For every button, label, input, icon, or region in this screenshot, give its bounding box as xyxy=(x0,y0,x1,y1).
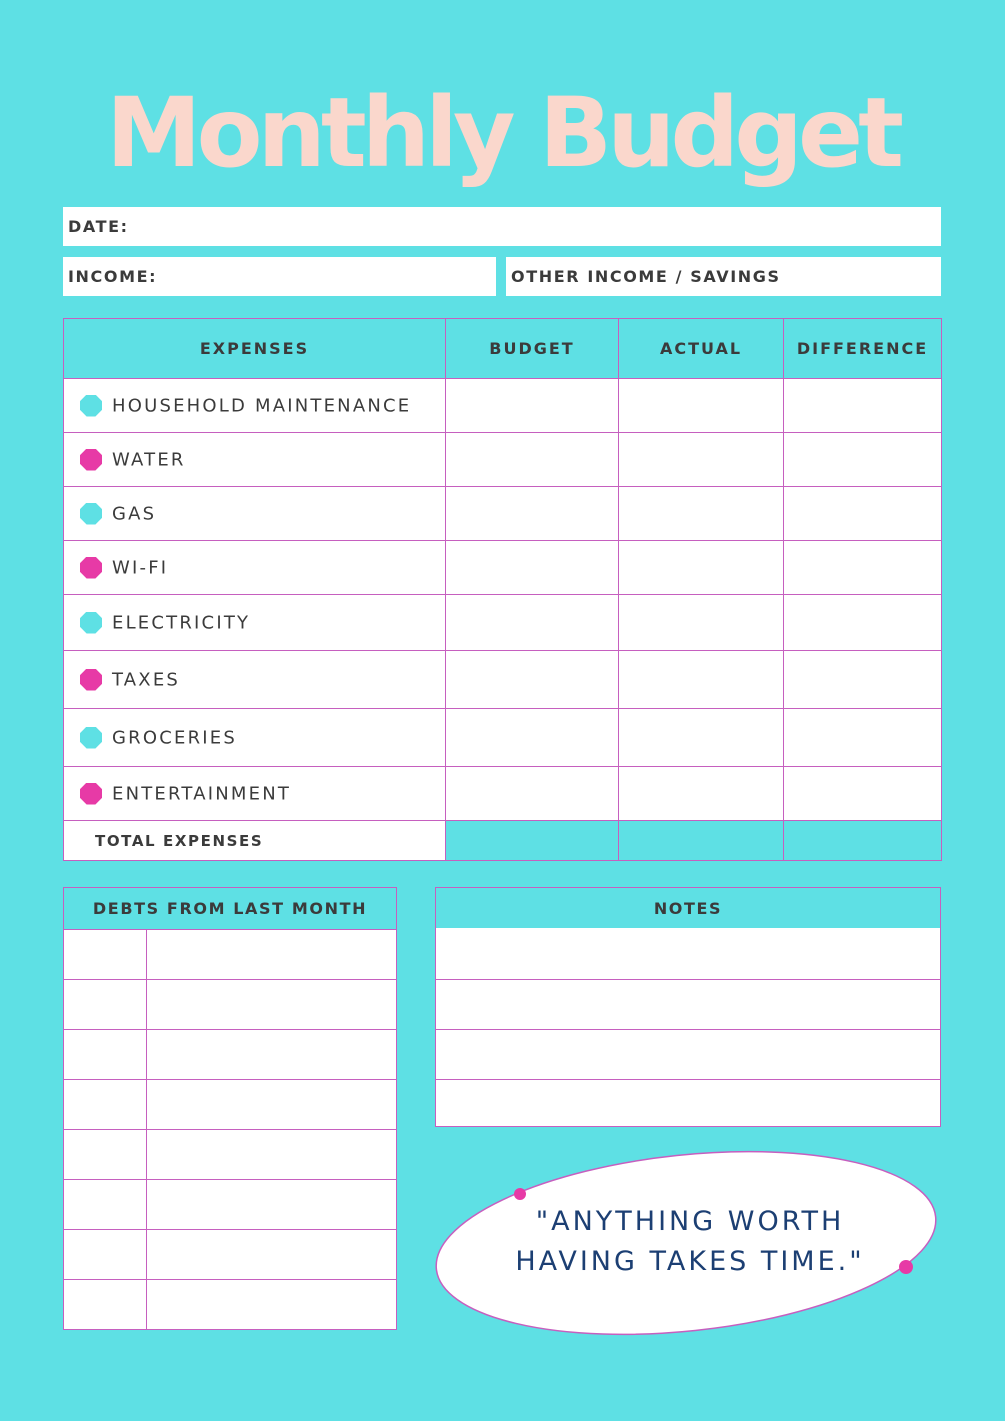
octagon-bullet-icon xyxy=(80,557,102,579)
octagon-bullet-icon xyxy=(80,503,102,525)
budget-cell[interactable] xyxy=(446,767,619,821)
column-divider xyxy=(146,1030,147,1079)
total-expenses-label: TOTAL EXPENSES xyxy=(64,821,446,861)
octagon-bullet-icon xyxy=(80,449,102,471)
expense-label-cell xyxy=(64,767,446,821)
income-field[interactable] xyxy=(63,257,496,296)
expense-label-cell xyxy=(64,595,446,651)
budget-cell[interactable] xyxy=(446,595,619,651)
total-expenses-row xyxy=(64,821,942,861)
debt-row[interactable] xyxy=(64,1080,396,1130)
difference-cell[interactable] xyxy=(784,433,942,487)
actual-cell[interactable] xyxy=(619,651,784,709)
other-income-field[interactable] xyxy=(506,257,941,296)
total-difference-cell[interactable] xyxy=(784,821,942,861)
expense-label: ELECTRICITY xyxy=(112,612,251,633)
other-income-label: OTHER INCOME / SAVINGS xyxy=(511,267,781,286)
debt-row[interactable] xyxy=(64,1280,396,1330)
actual-cell[interactable] xyxy=(619,541,784,595)
expense-label-cell xyxy=(64,651,446,709)
difference-cell[interactable] xyxy=(784,541,942,595)
total-actual-cell[interactable] xyxy=(619,821,784,861)
header-difference: DIFFERENCE xyxy=(784,319,942,379)
octagon-bullet-icon xyxy=(80,727,102,749)
total-budget-cell[interactable] xyxy=(446,821,619,861)
column-divider xyxy=(146,1130,147,1179)
expense-label-cell xyxy=(64,709,446,767)
quote xyxy=(450,1202,930,1282)
expense-row xyxy=(64,651,942,709)
notes-title: NOTES xyxy=(436,888,940,930)
difference-cell[interactable] xyxy=(784,709,942,767)
budget-cell[interactable] xyxy=(446,433,619,487)
expense-label: GAS xyxy=(112,503,157,524)
expense-label: ENTERTAINMENT xyxy=(112,783,292,804)
column-divider xyxy=(146,1230,147,1279)
expense-row xyxy=(64,709,942,767)
column-divider xyxy=(146,1080,147,1129)
notes-line[interactable] xyxy=(436,1030,940,1080)
column-divider xyxy=(146,1180,147,1229)
quote-line-2: HAVING TAKES TIME." xyxy=(515,1246,865,1277)
debt-row[interactable] xyxy=(64,1030,396,1080)
octagon-bullet-icon xyxy=(80,783,102,805)
page-title: Monthly Budget xyxy=(106,77,899,189)
difference-cell[interactable] xyxy=(784,379,942,433)
debt-row[interactable] xyxy=(64,1180,396,1230)
date-label: DATE: xyxy=(68,217,129,236)
budget-cell[interactable] xyxy=(446,651,619,709)
expense-row xyxy=(64,433,942,487)
difference-cell[interactable] xyxy=(784,595,942,651)
debt-row[interactable] xyxy=(64,1230,396,1280)
notes-line[interactable] xyxy=(436,980,940,1030)
octagon-bullet-icon xyxy=(80,395,102,417)
difference-cell[interactable] xyxy=(784,487,942,541)
debts-section xyxy=(63,887,397,1330)
expense-row xyxy=(64,595,942,651)
actual-cell[interactable] xyxy=(619,487,784,541)
expenses-table xyxy=(63,318,942,861)
notes-section xyxy=(435,887,941,1127)
expense-label: TAXES xyxy=(112,669,181,690)
actual-cell[interactable] xyxy=(619,433,784,487)
header-expenses: EXPENSES xyxy=(64,319,446,379)
expense-row xyxy=(64,541,942,595)
quote-line-1: "ANYTHING WORTH xyxy=(535,1206,845,1237)
actual-cell[interactable] xyxy=(619,595,784,651)
debts-title: DEBTS FROM LAST MONTH xyxy=(64,888,396,930)
column-divider xyxy=(146,930,147,979)
header-budget: BUDGET xyxy=(446,319,619,379)
debt-row[interactable] xyxy=(64,930,396,980)
actual-cell[interactable] xyxy=(619,767,784,821)
expense-label: WATER xyxy=(112,449,186,470)
octagon-bullet-icon xyxy=(80,669,102,691)
expense-label: HOUSEHOLD MAINTENANCE xyxy=(112,395,412,416)
actual-cell[interactable] xyxy=(619,379,784,433)
dot-icon xyxy=(514,1188,526,1200)
expense-label: GROCERIES xyxy=(112,727,237,748)
notes-line[interactable] xyxy=(436,1080,940,1129)
notes-line[interactable] xyxy=(436,930,940,980)
expense-label-cell xyxy=(64,379,446,433)
expenses-header-row xyxy=(64,319,942,379)
debt-row[interactable] xyxy=(64,1130,396,1180)
expense-row xyxy=(64,767,942,821)
budget-cell[interactable] xyxy=(446,487,619,541)
column-divider xyxy=(146,1280,147,1330)
expense-row xyxy=(64,487,942,541)
expense-label-cell xyxy=(64,541,446,595)
debt-row[interactable] xyxy=(64,980,396,1030)
expense-label: WI-FI xyxy=(112,557,169,578)
income-label: INCOME: xyxy=(68,267,158,286)
budget-cell[interactable] xyxy=(446,541,619,595)
budget-cell[interactable] xyxy=(446,709,619,767)
expense-label-cell xyxy=(64,433,446,487)
budget-cell[interactable] xyxy=(446,379,619,433)
header-actual: ACTUAL xyxy=(619,319,784,379)
column-divider xyxy=(146,980,147,1029)
difference-cell[interactable] xyxy=(784,651,942,709)
actual-cell[interactable] xyxy=(619,709,784,767)
expense-row xyxy=(64,379,942,433)
difference-cell[interactable] xyxy=(784,767,942,821)
date-field[interactable] xyxy=(63,207,941,246)
octagon-bullet-icon xyxy=(80,612,102,634)
expense-label-cell xyxy=(64,487,446,541)
